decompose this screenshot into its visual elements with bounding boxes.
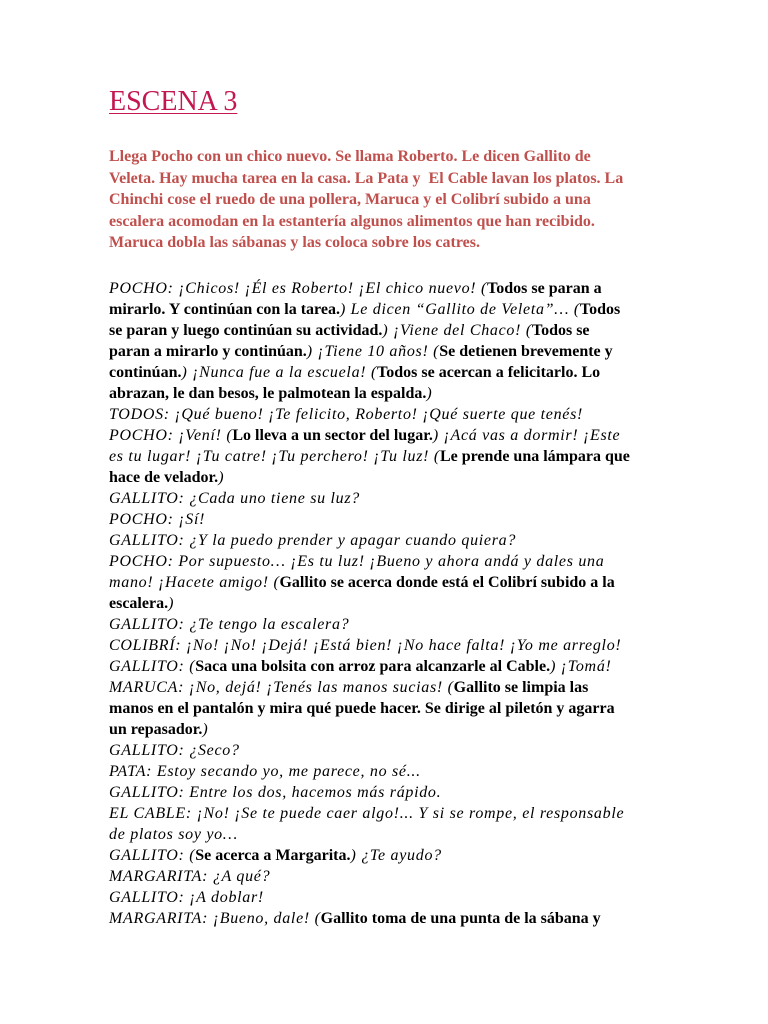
script-line <box>109 467 630 488</box>
stage-direction: continúan. <box>109 364 182 382</box>
script-line <box>109 782 630 803</box>
script-line <box>109 446 630 467</box>
dialogue-text: ) ¡Viene del Chaco! ( <box>382 322 532 340</box>
script-line <box>109 803 630 824</box>
dialogue-text: ) <box>218 469 225 487</box>
dialogue-text: PATA: Estoy secando yo, me parece, no sé... <box>109 763 421 781</box>
script-line <box>109 320 630 341</box>
stage-direction: Todos <box>579 301 621 319</box>
stage-direction: Se acerca a Margarita. <box>195 847 351 865</box>
dialogue-text: de platos soy yo… <box>109 826 238 844</box>
dialogue-text: GALLITO: ¿Seco? <box>109 742 240 760</box>
script-line <box>109 383 630 404</box>
dialogue-text: MARGARITA: ¡Bueno, dale! ( <box>109 910 321 928</box>
scene-title: ESCENA 3 <box>109 86 238 117</box>
script-line <box>109 341 630 362</box>
script-line <box>109 677 630 698</box>
dialogue-text: ) <box>168 595 175 613</box>
stage-direction: un repasador. <box>109 721 203 739</box>
script-line <box>109 509 630 530</box>
stage-direction: Gallito se acerca donde está el Colibrí subido a la <box>279 574 615 592</box>
dialogue-text: es tu lugar! ¡Tu catre! ¡Tu perchero! ¡Tu luz! ( <box>109 448 440 466</box>
stage-direction: Gallito se limpia las <box>453 679 589 697</box>
dialogue-text: ) ¡Tomá! <box>550 658 612 676</box>
script-line <box>109 278 630 299</box>
script-line <box>109 845 630 866</box>
dialogue-text: GALLITO: ¡A doblar! <box>109 889 264 907</box>
script-line <box>109 299 630 320</box>
intro-line: escalera acomodan en la estantería algunos alimentos que han recibido. <box>109 212 595 230</box>
dialogue-text: POCHO: ¡Sí! <box>109 511 206 529</box>
script-line <box>109 635 630 656</box>
script-line <box>109 824 630 845</box>
script-line <box>109 887 630 908</box>
stage-direction: Gallito toma de una punta de la sábana y <box>320 910 601 928</box>
stage-direction: manos en el pantalón y mira qué puede hacer. Se dirige al piletón y agarra <box>109 700 615 718</box>
dialogue-text: ) <box>426 385 433 403</box>
dialogue-text: ) ¿Te ayudo? <box>350 847 442 865</box>
intro-line: Maruca dobla las sábanas y las coloca sobre los catres. <box>109 234 480 251</box>
stage-direction: se paran y luego continúan su actividad. <box>109 322 383 340</box>
dialogue-text: MARGARITA: ¿A qué? <box>109 868 271 886</box>
script-line <box>109 593 630 614</box>
dialogue-text: POCHO: Por supuesto… ¡Es tu luz! ¡Bueno y ahora andá y dales una <box>109 553 605 571</box>
dialogue-text: ) <box>202 721 209 739</box>
stage-direction: Se detienen brevemente y <box>439 343 613 361</box>
intro-paragraph <box>109 146 623 254</box>
intro-line: Llega Pocho con un chico nuevo. Se llama Roberto. Le dicen Gallito de <box>109 148 591 165</box>
stage-direction: paran a mirarlo y continúan. <box>109 343 307 361</box>
stage-direction: abrazan, le dan besos, le palmotean la espalda. <box>109 385 427 403</box>
stage-direction: escalera. <box>109 595 169 613</box>
stage-direction: Saca una bolsita con arroz para alcanzarle al Cable. <box>195 658 551 676</box>
dialogue-text: ) Le dicen “Gallito de Veleta”… ( <box>339 301 580 319</box>
stage-direction: hace de velador. <box>109 469 219 487</box>
script-line <box>109 698 630 719</box>
dialogue-text: MARUCA: ¡No, dejá! ¡Tenés las manos sucias! ( <box>109 679 454 697</box>
script-line <box>109 908 630 929</box>
script-line <box>109 656 630 677</box>
script-line <box>109 719 630 740</box>
dialogue-text: GALLITO: ( <box>109 847 196 865</box>
script-line <box>109 740 630 761</box>
script-body <box>109 278 630 929</box>
dialogue-text: ) ¡Tiene 10 años! ( <box>306 343 440 361</box>
dialogue-text: ) ¡Nunca fue a la escuela! ( <box>181 364 378 382</box>
script-line <box>109 488 630 509</box>
script-line <box>109 761 630 782</box>
stage-direction: Lo lleva a un sector del lugar. <box>232 427 433 445</box>
stage-direction: mirarlo. Y continúan con la tarea. <box>109 301 340 319</box>
dialogue-text: GALLITO: ¿Y la puedo prender y apagar cuando quiera? <box>109 532 517 550</box>
stage-direction: Le prende una lámpara que <box>439 448 630 466</box>
dialogue-text: ) ¡Acá vas a dormir! ¡Este <box>432 427 621 445</box>
script-line <box>109 614 630 635</box>
dialogue-text: TODOS: ¡Qué bueno! ¡Te felicito, Roberto! ¡Qué suerte que tenés! <box>109 406 584 424</box>
dialogue-text: GALLITO: Entre los dos, hacemos más rápido. <box>109 784 442 802</box>
intro-line: Chinchi cose el ruedo de una pollera, Maruca y el Colibrí subido a una <box>109 191 591 208</box>
script-line <box>109 530 630 551</box>
script-line <box>109 572 630 593</box>
dialogue-text: COLIBRÍ: ¡No! ¡No! ¡Dejá! ¡Está bien! ¡No hace falta! ¡Yo me arreglo! <box>109 637 622 655</box>
script-line <box>109 551 630 572</box>
dialogue-text: EL CABLE: ¡No! ¡Se te puede caer algo!... Y si se rompe, el responsable <box>109 805 625 823</box>
dialogue-text: GALLITO: ¿Te tengo la escalera? <box>109 616 350 634</box>
dialogue-text: mano! ¡Hacete amigo! ( <box>109 574 280 592</box>
stage-direction: Todos se acercan a felicitarlo. Lo <box>377 364 601 382</box>
script-line <box>109 362 630 383</box>
dialogue-text: POCHO: ¡Vení! ( <box>109 427 233 445</box>
intro-line: Veleta. Hay mucha tarea en la casa. La Pata y El Cable lavan los platos. La <box>109 169 624 187</box>
dialogue-text: POCHO: ¡Chicos! ¡Él es Roberto! ¡El chico nuevo! ( <box>109 280 488 297</box>
dialogue-text: GALLITO: ( <box>109 658 196 676</box>
script-line <box>109 866 630 887</box>
script-line <box>109 404 630 425</box>
stage-direction: Todos se <box>531 322 590 340</box>
script-line <box>109 425 630 446</box>
stage-direction: Todos se paran a <box>487 280 602 297</box>
dialogue-text: GALLITO: ¿Cada uno tiene su luz? <box>109 490 361 508</box>
